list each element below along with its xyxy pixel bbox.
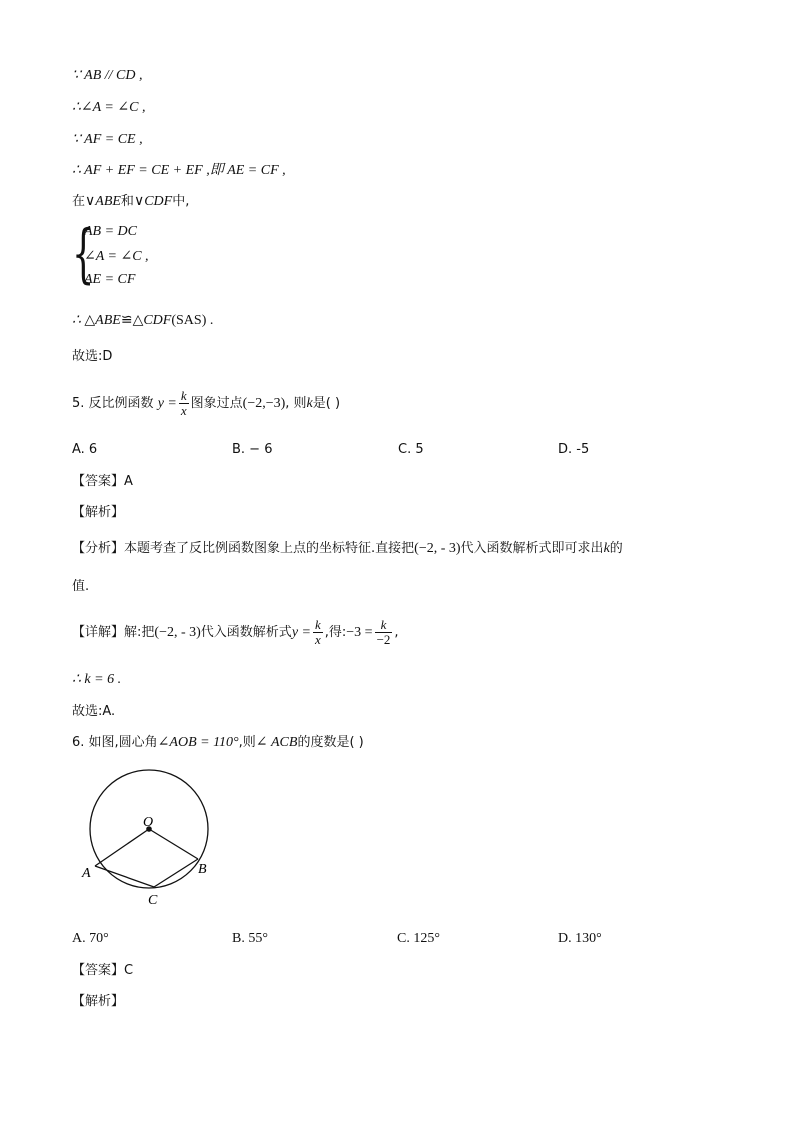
congruent-symbol: ≌ xyxy=(120,313,133,328)
q6-prefix: 6. 如图,圆心角 xyxy=(72,735,158,750)
q5-suffix-a: , 则 xyxy=(285,396,307,411)
xj-y: y = xyxy=(291,625,311,640)
proof-line-angles: ∴∠A = ∠C , xyxy=(72,100,146,115)
q5-result: ∴ k = 6 . xyxy=(72,672,122,687)
q5-choice: 故选:A. xyxy=(72,704,116,719)
fenxi-text-a: 本题考查了反比例函数图象上点的坐标特征.直接把 xyxy=(124,541,415,556)
q6-option-b: B. 55° xyxy=(232,931,268,946)
q6-circle-diagram xyxy=(80,768,220,910)
segment-bc xyxy=(154,859,198,887)
q6-stem xyxy=(72,734,364,752)
q5-option-c: C. 5 xyxy=(398,442,424,457)
q6-suffix: 的度数是( ) xyxy=(297,735,364,750)
q6-analysis-heading: 【解析】 xyxy=(72,994,125,1009)
q6-option-a: A. 70° xyxy=(72,931,109,946)
q6-option-c: C. 125° xyxy=(397,931,440,946)
q5-xiangjie xyxy=(72,617,399,649)
xj-text-a: 解:把 xyxy=(124,625,155,640)
segment-ac xyxy=(95,866,154,887)
q5-suffix-b: 是( ) xyxy=(312,396,341,411)
fenxi-point: (−2, - 3) xyxy=(414,541,461,556)
proof-line-parallel: ∵ AB // CD , xyxy=(72,68,143,83)
fenxi-tag: 【分析】 xyxy=(72,541,125,556)
q5-stem xyxy=(72,388,340,420)
q5-option-b: B. − 6 xyxy=(232,442,273,457)
segment-ob xyxy=(149,829,198,859)
system-row-2: ∠A = ∠C , xyxy=(84,249,149,264)
q5-suffix-k: k xyxy=(306,396,313,411)
system-row-1: AB = DC xyxy=(84,224,137,239)
q5-answer: 【答案】A xyxy=(72,474,133,489)
label-o: O xyxy=(143,815,154,830)
proof-choice: 故选:D xyxy=(72,349,113,364)
system-row-3: AE = CF xyxy=(84,272,136,287)
xj-text-d: , xyxy=(394,625,399,640)
q5-y: y = xyxy=(157,396,177,411)
xj-fraction-1: $\frac{k}{x}$ xyxy=(314,617,321,647)
q6-mid: ,则 xyxy=(238,735,256,750)
triangle-abe-label: ∨ABE xyxy=(85,194,121,209)
q5-mid: 图象过点 xyxy=(190,396,243,411)
q6-option-d: D. 130° xyxy=(558,931,602,946)
xj-text-b: 代入函数解析式 xyxy=(200,625,292,640)
xj-text-c: ,得: xyxy=(324,625,347,640)
proof-zhong: 中, xyxy=(172,194,190,209)
label-a: A xyxy=(82,866,91,881)
fenxi-text-b: 代入函数解析式即可求出 xyxy=(460,541,604,556)
fenxi-k: k xyxy=(603,541,610,556)
label-c: C xyxy=(148,893,158,908)
q5-point: (−2,−3) xyxy=(242,396,286,411)
proof-line-triangles xyxy=(72,193,189,211)
proof-sum-expr: ∴ AF + EF = CE + EF ,即 xyxy=(72,163,228,178)
q5-fenxi xyxy=(72,540,623,558)
q6-angle-acb: ∠ ACB xyxy=(255,735,298,750)
segment-oa xyxy=(95,829,149,866)
q5-prefix: 5. 反比例函数 xyxy=(72,396,154,411)
proof-he: 和 xyxy=(120,194,134,209)
proof-line-af-ce: ∵ AF = CE , xyxy=(72,132,143,147)
proof-sum-result: AE = CF , xyxy=(227,163,286,178)
xj-eq: −3 = xyxy=(346,625,373,640)
concl-cdf: △CDF xyxy=(132,313,172,328)
proof-equation-system xyxy=(72,217,212,294)
triangle-cdf-label: ∨CDF xyxy=(133,194,173,209)
xj-fraction-2: $\frac{k}{-2}$ xyxy=(376,617,391,647)
left-brace: { xyxy=(72,217,95,291)
q5-fenxi-cont: 值. xyxy=(72,579,90,594)
xiangjie-tag: 【详解】 xyxy=(72,625,125,640)
q5-option-d: D. -5 xyxy=(558,442,590,457)
q5-option-a: A. 6 xyxy=(72,442,98,457)
proof-zai: 在 xyxy=(72,194,86,209)
q6-angle-aob: ∠AOB = 110° xyxy=(157,735,239,750)
q5-fraction: $\frac{k}{x}$ xyxy=(180,388,187,418)
fenxi-text-c: 的 xyxy=(609,541,623,556)
concl-sas: (SAS) . xyxy=(171,313,214,328)
q5-analysis-heading: 【解析】 xyxy=(72,505,125,520)
q6-answer: 【答案】C xyxy=(72,963,134,978)
proof-line-sum xyxy=(72,162,286,180)
concl-abe: ∴ △ABE xyxy=(72,313,121,328)
label-b: B xyxy=(198,862,207,877)
proof-conclusion xyxy=(72,312,213,330)
xj-point: (−2, - 3) xyxy=(154,625,201,640)
